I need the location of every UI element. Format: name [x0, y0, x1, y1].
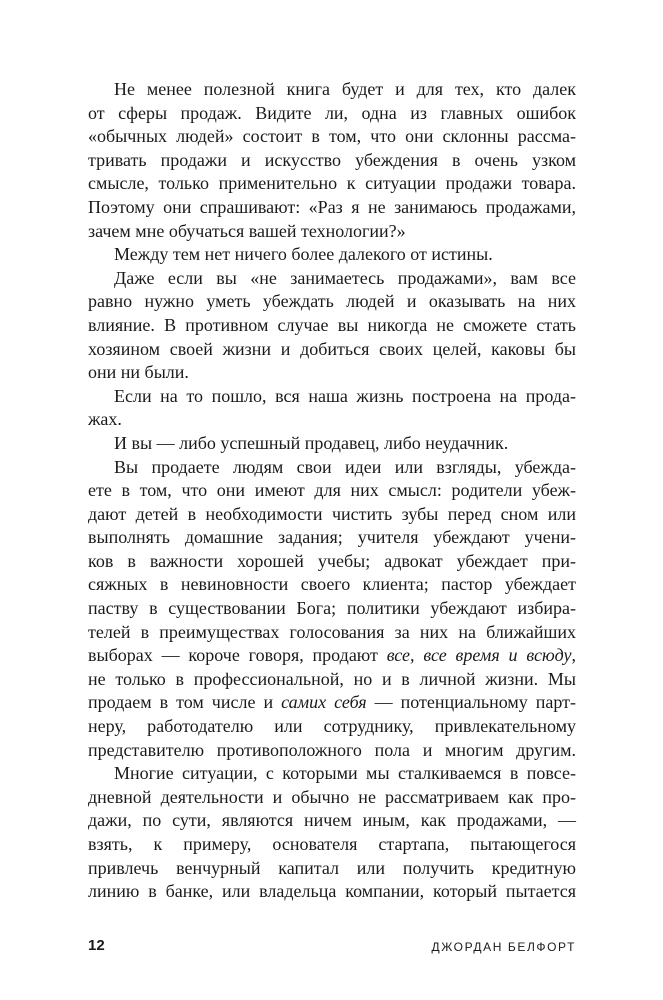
running-head-author: ДЖОРДАН БЕЛФОРТ — [431, 940, 576, 954]
text-line: Поэтому они спрашивают: «Раз я не занимаюсь продажами, — [88, 196, 576, 217]
text-line: Даже если вы «не занимаетесь продажами», вам все — [114, 267, 576, 288]
text-line: смысле, только применительно к ситуации продажи товара. — [88, 173, 576, 194]
text-line: выполнять домашние задания; учителя убеждают учени- — [88, 527, 576, 548]
text-line: равно нужно уметь убеждать людей и оказывать на них — [88, 291, 576, 312]
text-line: Между тем нет ничего более далекого от истины. — [114, 244, 493, 265]
text-span: продаем в том числе и — [88, 692, 282, 713]
text-line: не только в профессиональной, но и в личной жизни. Мы — [88, 668, 576, 689]
text-span: — потенциальному парт- — [366, 692, 576, 713]
text-line: дают детей в необходимости чистить зубы перед сном или — [88, 503, 576, 524]
text-line: Если на то пошло, вся наша жизнь построена на прода- — [114, 385, 576, 406]
text-line: сяжных в невиновности своего клиента; пастор убеждает — [88, 574, 576, 595]
text-line: И вы — либо успешный продавец, либо неудачник. — [114, 432, 509, 453]
text-line — [88, 691, 576, 715]
body-text — [88, 78, 576, 904]
text-line: Многие ситуации, с которыми мы сталкиваемся в повсе- — [114, 763, 576, 784]
text-line: «обычных людей» состоит в том, что они склонны рассма- — [88, 126, 576, 147]
text-line: они ни были. — [88, 362, 189, 383]
text-line: паству в существовании Бога; политики убеждают избира- — [88, 598, 576, 619]
italic-emphasis: все, все время и всюду — [386, 645, 572, 666]
text-line: ков в важности хорошей учебы; адвокат убеждает при- — [88, 550, 576, 571]
text-line: зачем мне обучаться вашей технологии?» — [88, 220, 406, 241]
text-line: жах. — [88, 409, 122, 430]
text-line: телей в преимуществах голосования за них на ближайших — [88, 621, 576, 642]
text-span: выборах — короче говоря, продают — [88, 645, 387, 666]
text-line: тривать продажи и искусство убеждения в очень узком — [88, 149, 576, 170]
text-line: хозяином своей жизни и добиться своих целей, каковы бы — [88, 338, 576, 359]
text-line: Вы продаете людям свои идеи или взгляды, убежда- — [114, 456, 576, 477]
italic-emphasis: самих себя — [281, 692, 367, 713]
text-line: дажи, по сути, являются ничем иным, как продажами, — — [88, 810, 576, 831]
text-line: линию в банке, или владельца компании, который пытается — [88, 881, 576, 902]
text-line: ете в том, что они имеют для них смысл: родители убеж- — [88, 480, 576, 501]
text-line: взять, к примеру, основателя стартапа, пытающегося — [88, 834, 576, 854]
text-line: представителю противоположного пола и многим другим. — [88, 739, 576, 760]
page-number: 12 — [88, 937, 105, 954]
text-line: привлечь венчурный капитал или получить кредитную — [88, 857, 576, 878]
text-line: неру, работодателю или сотруднику, привлекательному — [88, 716, 576, 737]
text-span: , — [571, 645, 576, 666]
text-line: Не менее полезной книга будет и для тех, кто далек — [114, 79, 576, 99]
text-line: влияние. В противном случае вы никогда не сможете стать — [88, 314, 576, 335]
text-line: от сферы продаж. Видите ли, одна из главных ошибок — [88, 102, 576, 123]
text-line — [88, 644, 576, 668]
text-line: дневной деятельности и обычно не рассматриваем как про- — [88, 786, 576, 807]
